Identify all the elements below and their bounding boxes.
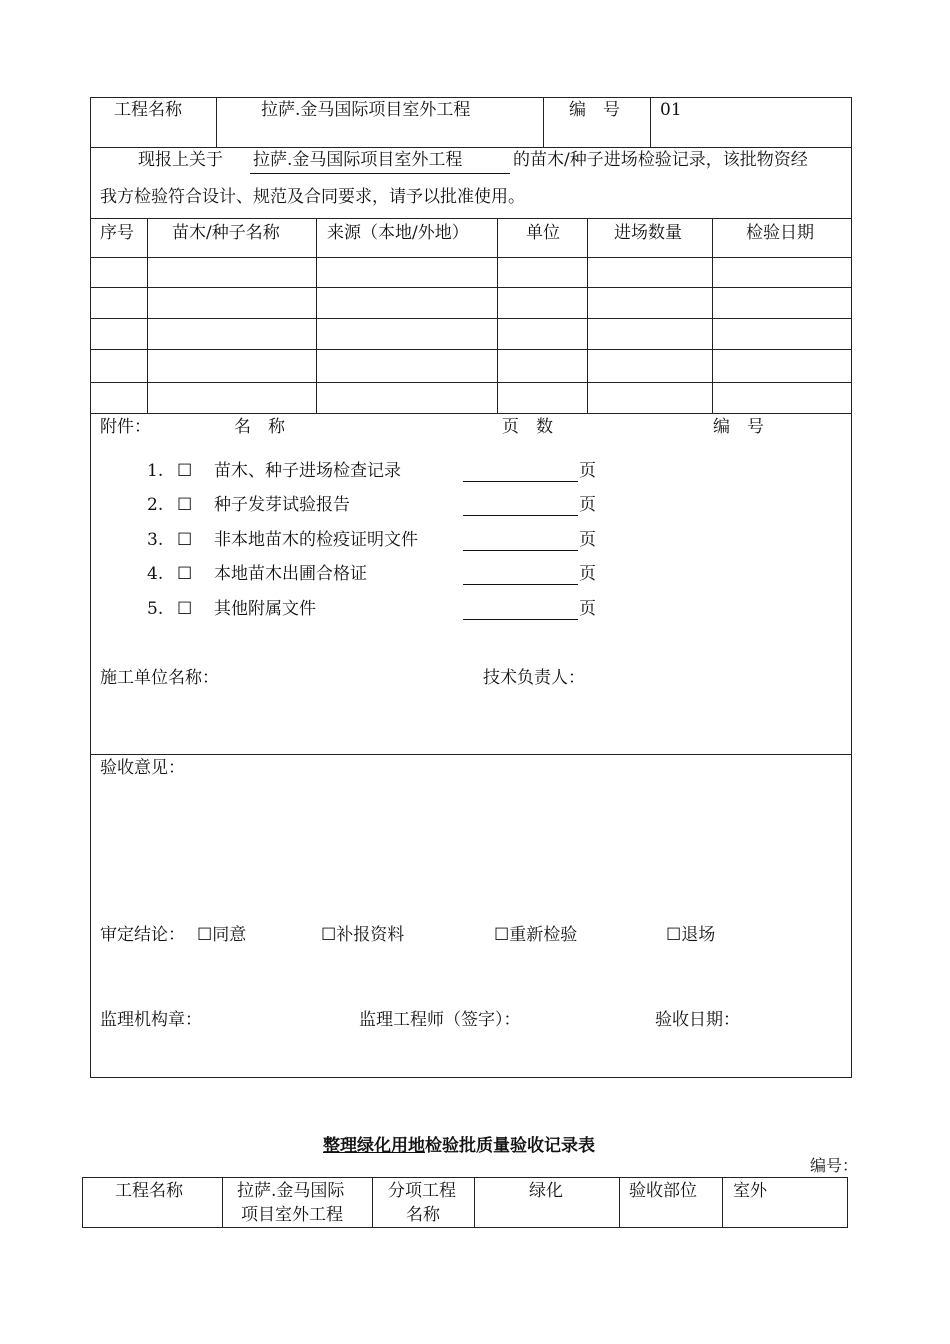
statement-line2: 我方检验符合设计、规范及合同要求，请予以批准使用。 — [100, 187, 525, 207]
col-header-index: 序号 — [100, 223, 134, 243]
checkbox[interactable]: ☐ — [177, 461, 193, 481]
acceptance-date-label: 验收日期： — [655, 1010, 740, 1030]
project-name-value: 拉萨.金马国际项目室外工程 — [261, 100, 471, 120]
project-name-label: 工程名称 — [114, 100, 182, 120]
statement-project: 拉萨.金马国际项目室外工程 — [253, 150, 463, 170]
checkbox[interactable]: ☐ — [177, 495, 193, 515]
col-header-date: 检验日期 — [746, 223, 814, 243]
form-title: 整理绿化用地检验批质量验收记录表 — [323, 1136, 595, 1156]
subitem-value: 绿化 — [529, 1181, 563, 1201]
opinion-label: 验收意见： — [100, 758, 185, 778]
option-supplement[interactable]: ☐补报资料 — [321, 925, 405, 945]
supervisor-seal-label: 监理机构章： — [100, 1010, 202, 1030]
subitem-label-line2: 名称 — [406, 1205, 440, 1225]
attach-col-name: 名 称 — [234, 417, 285, 437]
conclusion-label: 审定结论： — [100, 925, 185, 945]
border-right — [851, 97, 852, 1078]
part-label: 验收部位 — [629, 1181, 697, 1201]
statement-project-underline — [250, 173, 510, 174]
col-header-unit: 单位 — [526, 223, 560, 243]
statement-suffix: 的苗木/种子进场检验记录，该批物资经 — [513, 150, 808, 170]
contractor-label: 施工单位名称： — [100, 668, 219, 688]
border-top — [90, 97, 852, 98]
col-header-source: 来源（本地/外地） — [327, 223, 469, 243]
statement-prefix: 现报上关于 — [138, 150, 223, 170]
option-reject[interactable]: ☐退场 — [666, 925, 716, 945]
col-header-name: 苗木/种子名称 — [172, 223, 280, 243]
border-bottom — [90, 1077, 852, 1078]
checkbox[interactable]: ☐ — [177, 530, 193, 550]
project-value-line1: 拉萨.金马国际 — [237, 1181, 345, 1201]
project-value-line2: 项目室外工程 — [241, 1205, 343, 1225]
attach-col-pages: 页 数 — [502, 417, 553, 437]
part-value: 室外 — [733, 1181, 767, 1201]
col-header-quantity: 进场数量 — [614, 223, 682, 243]
option-agree[interactable]: ☐同意 — [197, 925, 247, 945]
option-reinspect[interactable]: ☐重新检验 — [494, 925, 578, 945]
code-label-2: 编号： — [810, 1156, 859, 1175]
border-left — [90, 97, 91, 1078]
attach-col-code: 编 号 — [713, 417, 764, 437]
code-label: 编 号 — [569, 100, 620, 120]
subitem-label-line1: 分项工程 — [388, 1181, 456, 1201]
supervisor-engineer-label: 监理工程师（签字）： — [359, 1010, 521, 1030]
checkbox[interactable]: ☐ — [177, 599, 193, 619]
tech-lead-label: 技术负责人： — [483, 668, 585, 688]
checkbox[interactable]: ☐ — [177, 564, 193, 584]
attachments-label: 附件： — [100, 417, 151, 437]
code-value: 01 — [660, 100, 682, 120]
project-name-label-2: 工程名称 — [115, 1181, 183, 1201]
